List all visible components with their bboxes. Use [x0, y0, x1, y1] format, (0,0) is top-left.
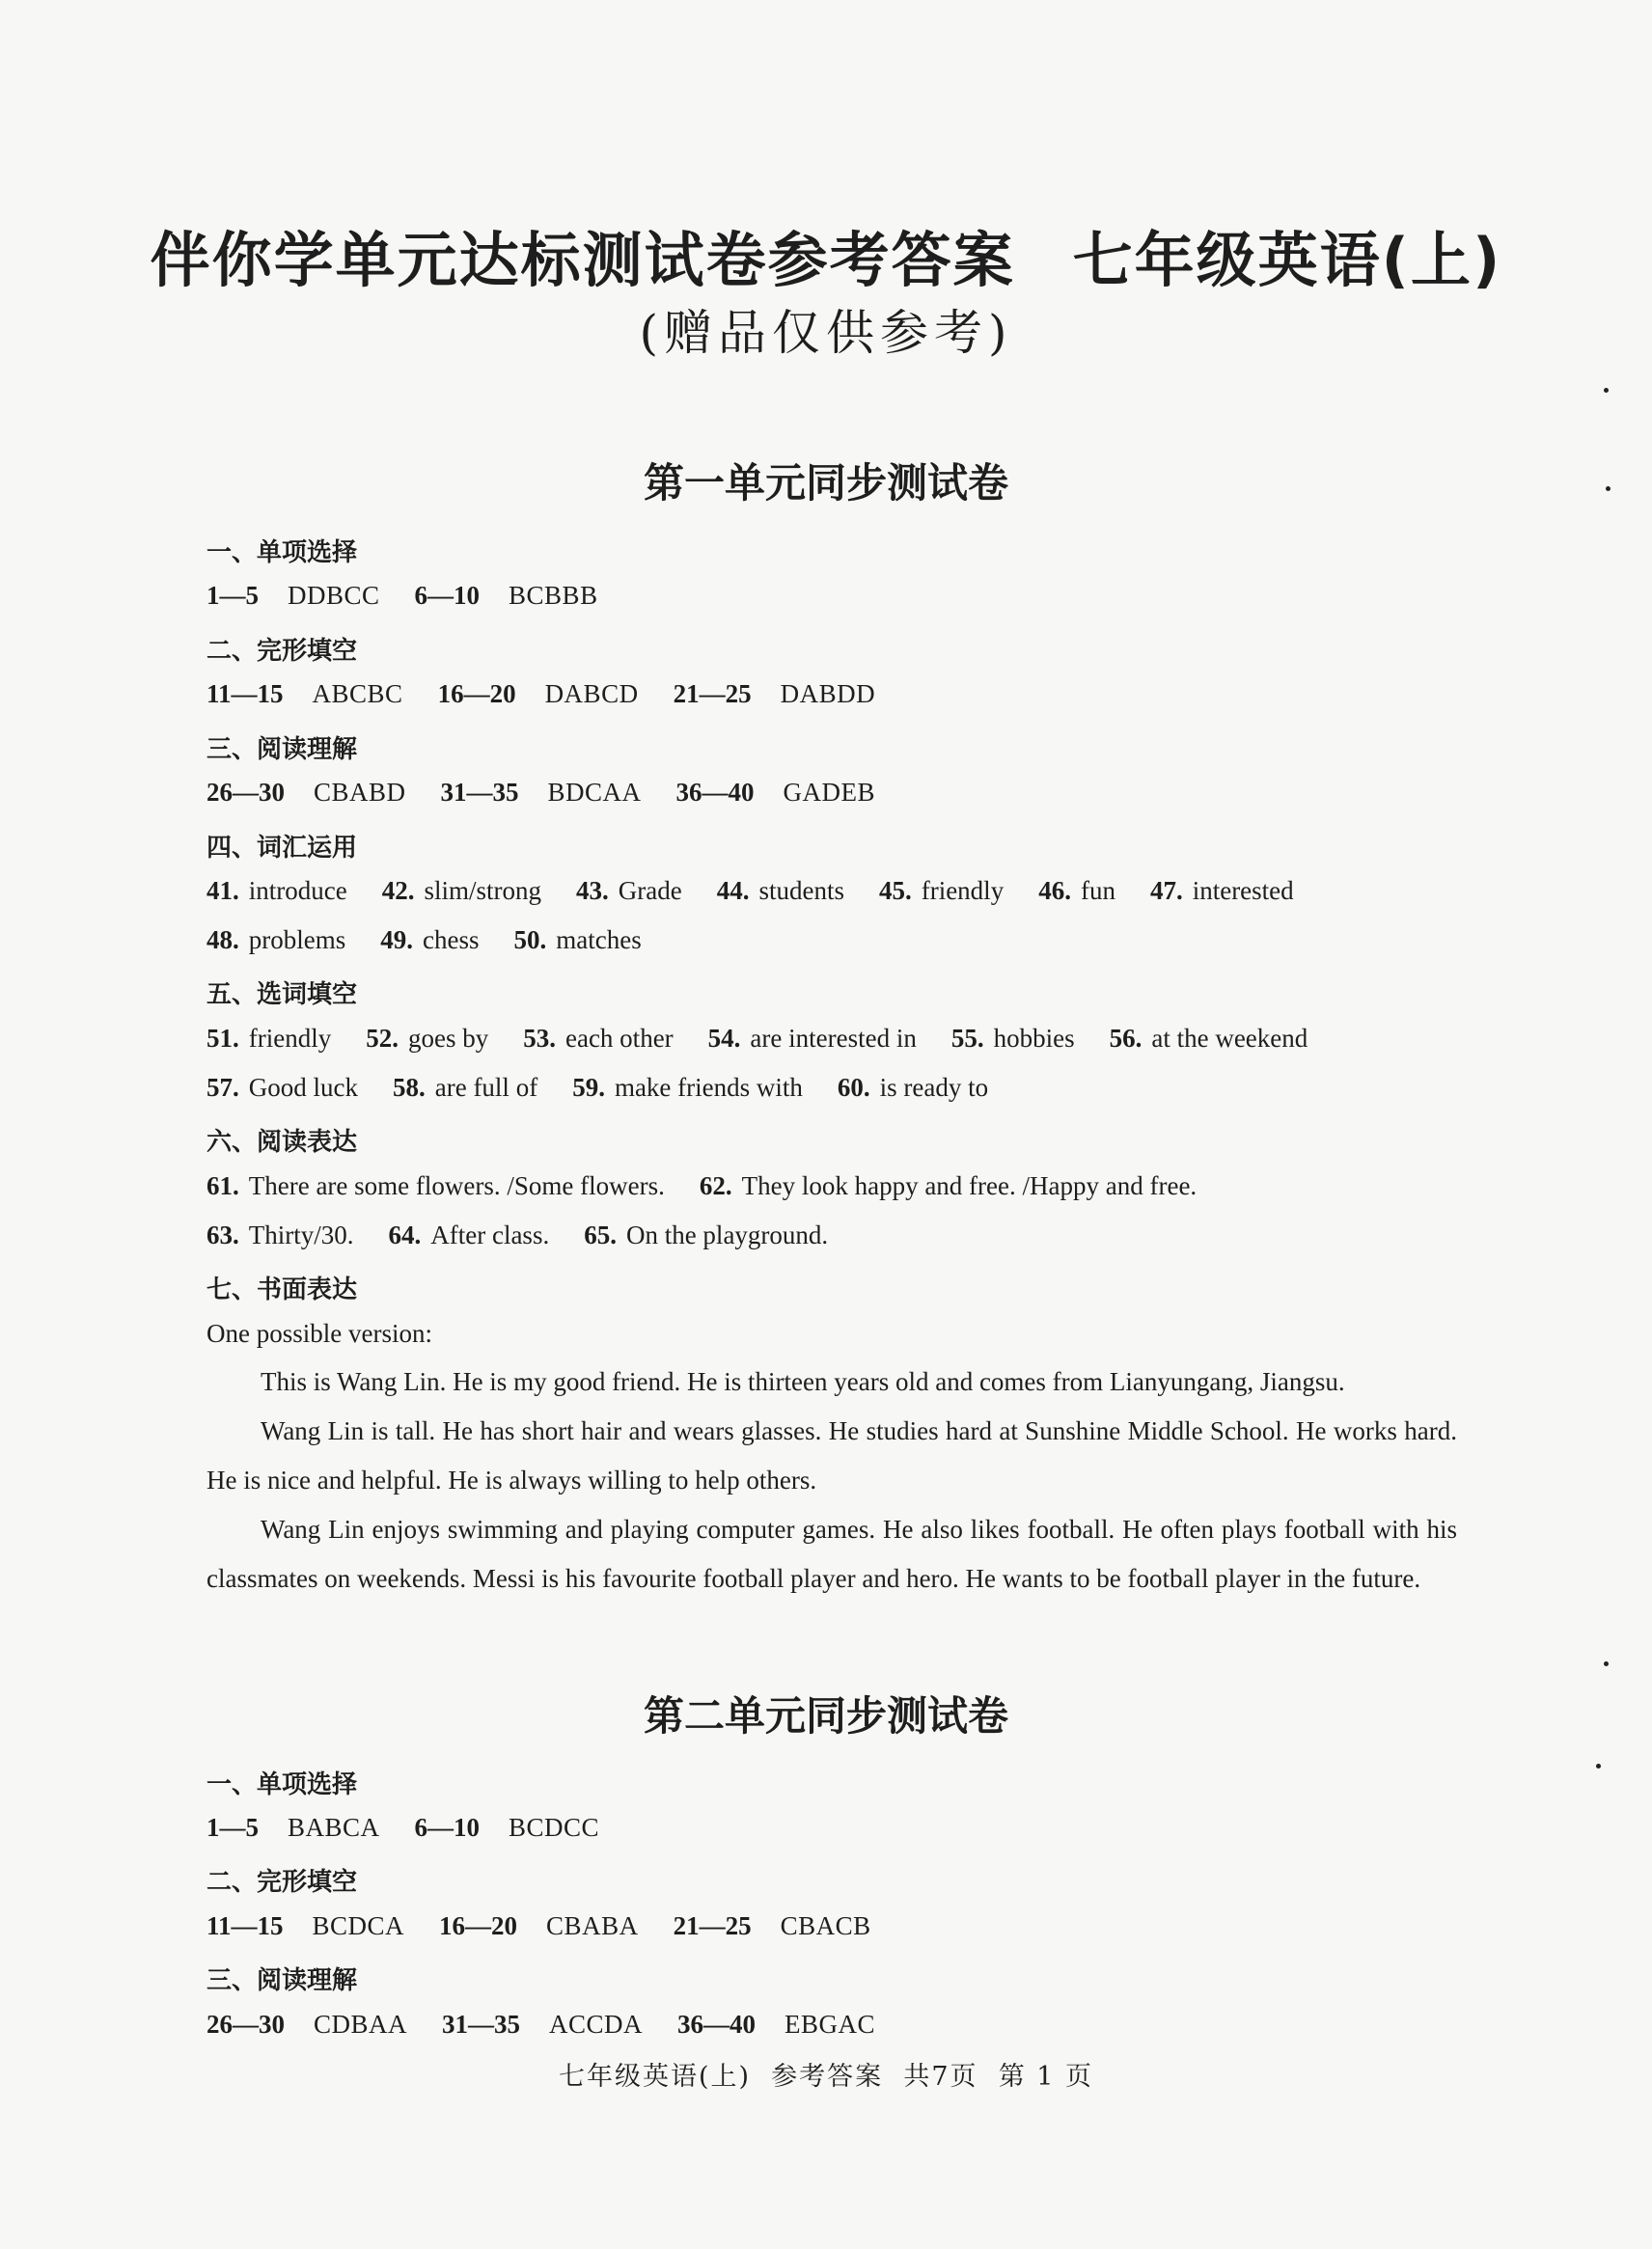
- item-number: 47.: [1149, 876, 1183, 905]
- essay: [206, 1358, 1457, 1604]
- range: 16—20: [437, 679, 516, 708]
- item-text: On the playground.: [625, 1220, 829, 1249]
- answer: DABDD: [780, 679, 876, 708]
- unit2-title: 第二单元同步测试卷: [643, 1692, 1008, 1740]
- title-main: 伴你学单元达标测试卷参考答案: [150, 225, 1015, 295]
- unit2-answers-2: [206, 1911, 906, 1941]
- unit1-heading-2: 二、完形填空: [206, 637, 358, 666]
- unit1-answers-4b: [206, 925, 676, 955]
- essay-paragraph-1: This is Wang Lin. He is my good friend. He is thirteen years old and comes from Lianyungang, Jiangsu.: [261, 1367, 1345, 1396]
- item-text: hobbies: [993, 1024, 1075, 1053]
- unit2-heading-3: 三、阅读理解: [206, 1966, 358, 1995]
- range: 16—20: [439, 1911, 518, 1940]
- item-number: 58.: [392, 1073, 426, 1102]
- unit1-heading-5: 五、选词填空: [206, 980, 358, 1009]
- item-text: friendly: [248, 1024, 332, 1053]
- item-text: chess: [423, 925, 480, 954]
- item-text: goes by: [407, 1024, 489, 1053]
- item-number: 53.: [523, 1024, 556, 1053]
- item-number: 61.: [206, 1171, 239, 1200]
- essay-version-label: One possible version:: [206, 1319, 432, 1348]
- unit2-heading-1: 一、单项选择: [206, 1770, 358, 1799]
- unit1-title: 第一单元同步测试卷: [643, 459, 1008, 507]
- answer: BCBBB: [509, 581, 598, 610]
- item-number: 45.: [878, 876, 912, 905]
- range: 21—25: [673, 679, 752, 708]
- unit1-heading-1: 一、单项选择: [206, 538, 358, 567]
- range: 21—25: [673, 1911, 752, 1940]
- range: 11—15: [206, 679, 284, 708]
- range: 31—35: [442, 2010, 521, 2039]
- item-number: 54.: [707, 1024, 741, 1053]
- answer: BCDCC: [509, 1813, 600, 1842]
- answer: GADEB: [783, 778, 876, 807]
- essay-paragraph-2: Wang Lin is tall. He has short hair and wears glasses. He studies hard at Sunshine Middle School. He works hard. He is nice and helpful. He is always willing to help others.: [206, 1416, 1457, 1495]
- item-text: at the weekend: [1151, 1024, 1308, 1053]
- item-number: 49.: [380, 925, 413, 954]
- item-text: problems: [248, 925, 346, 954]
- item-number: 57.: [206, 1073, 239, 1102]
- item-text: Good luck: [248, 1073, 358, 1102]
- item-number: 62.: [699, 1171, 732, 1200]
- essay-paragraph-3: Wang Lin enjoys swimming and playing computer games. He also likes football. He often plays football with his classmates on weekends. Messi is his favourite football player and hero. He wants to be football player in the future.: [206, 1515, 1457, 1593]
- answer: CDBAA: [314, 2010, 408, 2039]
- range: 36—40: [677, 2010, 757, 2039]
- item-text: is ready to: [879, 1073, 989, 1102]
- unit2-answers-1: [206, 1813, 634, 1843]
- unit1-heading-4: 四、词汇运用: [206, 834, 358, 863]
- item-number: 63.: [206, 1220, 239, 1249]
- scan-speck: [1606, 486, 1611, 491]
- answer: ACCDA: [549, 2010, 644, 2039]
- unit1-heading-6: 六、阅读表达: [206, 1128, 358, 1157]
- item-text: fun: [1080, 876, 1115, 905]
- item-text: interested: [1192, 876, 1294, 905]
- unit2-heading-2: 二、完形填空: [206, 1868, 358, 1897]
- range: 1—5: [206, 1813, 259, 1842]
- unit1-answers-2: [206, 679, 910, 709]
- item-text: slim/strong: [424, 876, 541, 905]
- item-number: 56.: [1109, 1024, 1143, 1053]
- answer: CBABA: [546, 1911, 639, 1940]
- answer: ABCBC: [312, 679, 403, 708]
- scan-speck: [1596, 1764, 1601, 1769]
- item-text: They look happy and free. /Happy and free.: [741, 1171, 1198, 1200]
- range: 26—30: [206, 2010, 285, 2039]
- unit1-answers-5b: [206, 1073, 1023, 1103]
- answer: CBABD: [314, 778, 406, 807]
- unit1-answers-5a: [206, 1024, 1342, 1054]
- answer: BABCA: [288, 1813, 380, 1842]
- unit1-answers-6b: [206, 1220, 863, 1250]
- range: 1—5: [206, 581, 259, 610]
- page-title: [0, 212, 1652, 298]
- answer: EBGAC: [785, 2010, 876, 2039]
- item-text: Grade: [618, 876, 682, 905]
- item-text: make friends with: [614, 1073, 803, 1102]
- unit1-heading-7: 七、书面表达: [206, 1275, 358, 1304]
- unit1-answers-3: [206, 778, 910, 808]
- item-number: 46.: [1038, 876, 1071, 905]
- unit1-answers-6a: [206, 1171, 1231, 1201]
- range: 26—30: [206, 778, 285, 807]
- range: 6—10: [414, 1813, 481, 1842]
- item-text: There are some flowers. /Some flowers.: [248, 1171, 665, 1200]
- answer: DDBCC: [288, 581, 380, 610]
- scan-speck: [1604, 1661, 1609, 1666]
- answer: BCDCA: [312, 1911, 405, 1940]
- item-text: students: [758, 876, 844, 905]
- range: 36—40: [675, 778, 755, 807]
- item-number: 60.: [837, 1073, 870, 1102]
- item-text: friendly: [921, 876, 1005, 905]
- title-grade: 七年级英语(上): [1072, 225, 1502, 295]
- item-text: are interested in: [750, 1024, 917, 1053]
- answer: BDCAA: [547, 778, 642, 807]
- page-subtitle: (赠品仅供参考): [639, 305, 1013, 361]
- item-text: matches: [556, 925, 642, 954]
- range: 31—35: [440, 778, 519, 807]
- item-number: 59.: [572, 1073, 605, 1102]
- item-number: 52.: [366, 1024, 399, 1053]
- item-text: introduce: [248, 876, 347, 905]
- item-text: are full of: [434, 1073, 538, 1102]
- unit2-answers-3: [206, 2010, 910, 2040]
- unit1-answers-4a: [206, 876, 1329, 906]
- scan-speck: [1604, 388, 1609, 393]
- item-number: 50.: [513, 925, 547, 954]
- item-text: each other: [564, 1024, 674, 1053]
- unit1-answers-1: [206, 581, 633, 611]
- item-text: Thirty/30.: [248, 1220, 354, 1249]
- item-number: 48.: [206, 925, 239, 954]
- range: 6—10: [414, 581, 481, 610]
- answer: CBACB: [780, 1911, 871, 1940]
- item-number: 43.: [575, 876, 609, 905]
- range: 11—15: [206, 1911, 284, 1940]
- page-footer: 七年级英语(上) 参考答案 共7页 第 1 页: [558, 2062, 1094, 2092]
- item-number: 64.: [388, 1220, 422, 1249]
- unit1-heading-3: 三、阅读理解: [206, 735, 358, 764]
- item-number: 44.: [716, 876, 750, 905]
- item-number: 51.: [206, 1024, 239, 1053]
- item-number: 41.: [206, 876, 239, 905]
- item-number: 55.: [950, 1024, 984, 1053]
- item-text: After class.: [430, 1220, 550, 1249]
- item-number: 42.: [381, 876, 415, 905]
- item-number: 65.: [584, 1220, 617, 1249]
- answer: DABCD: [544, 679, 639, 708]
